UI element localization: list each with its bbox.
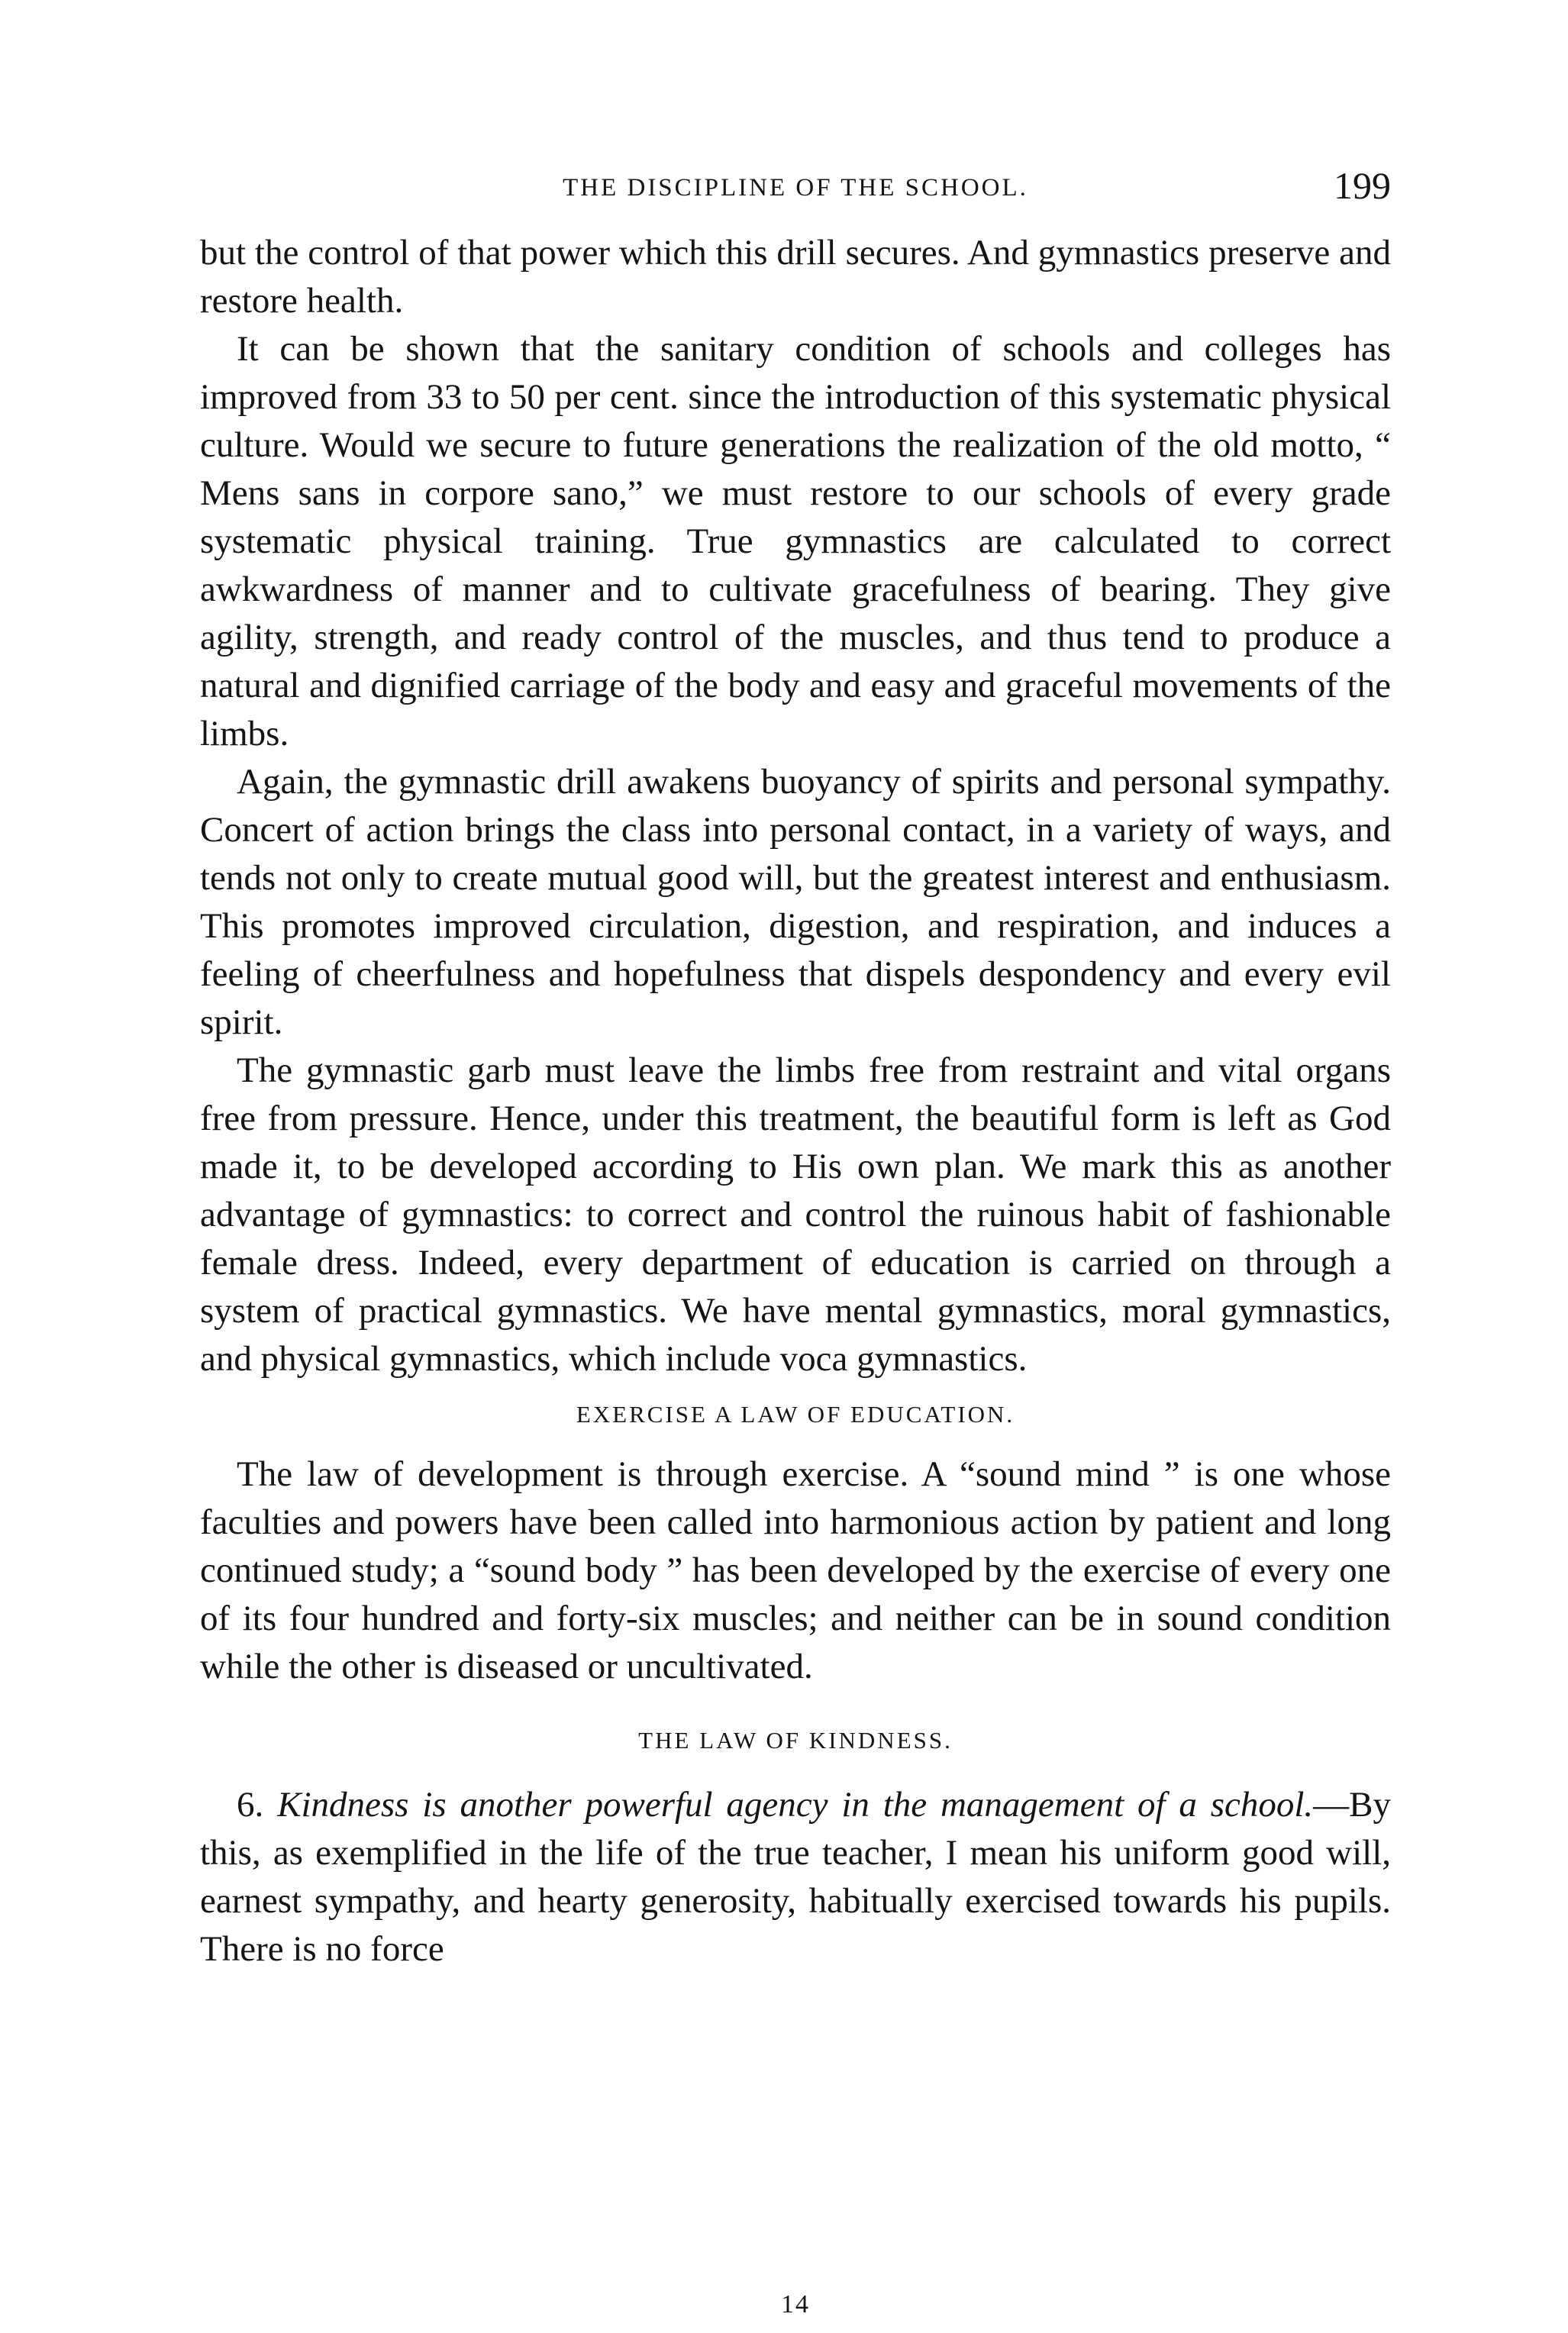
paragraph-rest: —By this, as exemplified in the life of the true teacher, I mean his uniform good will, earnest sympathy, and hearty generosity, habitually exercised towards his pupils. There is no force — [200, 1785, 1392, 1969]
running-head — [200, 153, 1391, 206]
signature-mark: 14 — [781, 2290, 810, 2318]
page-number: 199 — [1334, 164, 1391, 207]
paragraph-number: 6. — [237, 1785, 264, 1825]
section-heading-kindness: THE LAW OF KINDNESS. — [638, 1727, 953, 1754]
italic-lead: Kindness is another powerful agency in the management of a school. — [277, 1785, 1314, 1825]
paragraph-buoyancy: Again, the gymnastic drill awakens buoyancy of spirits and personal sympathy. Concert of action brings the class into personal contact, in a variety of ways, and tends not only to create mutual good will, but the greatest interest and enthusiasm. This promotes improved circulation, digestion, and respiration, and induces a feeling of cheerfulness and hopefulness that dispels despondency and every evil spirit. — [200, 762, 1391, 1042]
section-heading-exercise: EXERCISE A LAW OF EDUCATION. — [576, 1401, 1015, 1428]
paragraph-continuation: but the control of that power which this drill secures. And gymnastics preserve and restore health. — [200, 233, 1391, 321]
paragraph-sanitary: It can be shown that the sanitary condition of schools and colleges has improved from 33 to 50 per cent. since the introduction of this systematic physical culture. Would we secure to future generations the realization of the old motto, “ Mens sans in corpore sano,” we must restore to our schools of every grade systematic physical training. True gymnastics are calculated to correct awkwardness of manner and to cultivate gracefulness of bearing. They give agility, strength, and ready control of the muscles, and thus tend to produce a natural and dignified carriage of the body and easy and graceful movements of the limbs. — [200, 329, 1391, 753]
paragraph-kindness — [200, 1781, 1391, 1973]
paragraph-exercise: The law of development is through exercise. A “sound mind ” is one whose faculties and powers have been called into harmonious action by patient and long continued study; a “sound body ” has been developed by the exercise of every one of its four hundred and forty-six muscles; and neither can be in sound condition while the other is diseased or uncultivated. — [200, 1454, 1391, 1686]
running-title: THE DISCIPLINE OF THE SCHOOL. — [563, 174, 1028, 202]
body-text — [200, 229, 1391, 1973]
paragraph-garb: The gymnastic garb must leave the limbs free from restraint and vital organs free from pressure. Hence, under this treatment, the beautiful form is left as God made it, to be developed according to His own plan. We mark this as another advantage of gymnastics: to correct and control the ruinous habit of fashionable female dress. Indeed, every department of education is carried on through a system of practical gymnastics. We have mental gymnastics, moral gymnastics, and physical gymnastics, which include voca gymnastics. — [200, 1050, 1391, 1379]
book-page — [200, 153, 1392, 2318]
